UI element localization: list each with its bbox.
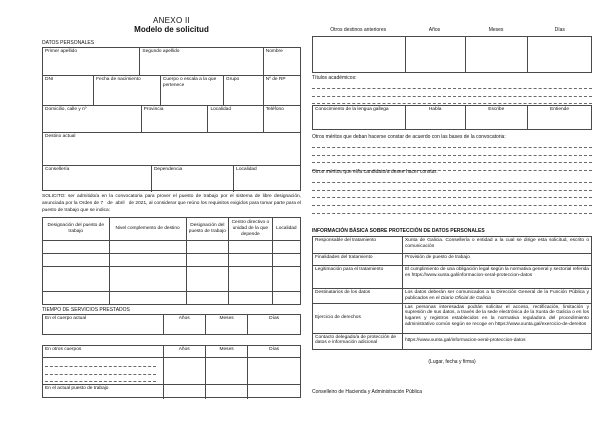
input-cell[interactable] <box>465 37 528 72</box>
input-cell[interactable] <box>228 241 272 253</box>
proteccion-datos-title: INFORMACIÓN BÁSICA SOBRE PROTECCIÓN DE DATOS PERSONALES <box>312 228 485 234</box>
value-text-italic: Diario Oficial de Galicia <box>440 295 491 301</box>
input-cell[interactable] <box>272 254 300 266</box>
write-line[interactable] <box>312 89 592 97</box>
input-cell[interactable] <box>163 358 205 384</box>
field-label: Dependencia <box>153 167 183 172</box>
col-dias[interactable] <box>247 315 300 334</box>
field-primer-apellido[interactable] <box>43 48 139 75</box>
col-header-designacion-puesto: Designación del puesto de trabajo <box>47 223 105 234</box>
field-segundo-apellido[interactable] <box>139 48 262 75</box>
col-header-centro-directivo: Centro directivo o unidad de la que depende <box>228 218 272 240</box>
lengua-gallega-table <box>312 105 592 130</box>
input-cell[interactable] <box>272 241 300 253</box>
input-cell[interactable] <box>186 241 228 253</box>
field-label: Grupo <box>225 77 240 82</box>
input-cell[interactable] <box>43 267 109 291</box>
footer-cargo: Conselleiro de Hacienda y Administración Pública <box>312 389 423 395</box>
field-conselleria[interactable] <box>43 166 151 192</box>
input-cell[interactable] <box>109 267 186 291</box>
proteccion-row-value: Las personas interesadas podrán solicitar el acceso, rectificación, limitación y supresión de sus datos, a través de la sede electrónica de la Xunta de Galicia o en los lugares y registros establecidos en la normativa reguladora del procedimiento administrativo común según se recoge en https://www.xunta.gal/exercicio-de-dereitos <box>402 304 591 333</box>
solicito-paragraph: SOLICITO: ser admitido/a en la convocatoria para prover el puesto de trabajo por el sistema de libre designación, anunciada por la Orden de 7 de abril de 2021, al considerar que reúno los requisitos exigidos para tomar parte para el puesto de trabajo que se indica: <box>42 194 301 213</box>
form-title-block <box>42 16 301 34</box>
proteccion-row-value: Provisión de puesto de trabajo <box>402 254 591 265</box>
datos-personales-table <box>42 47 301 191</box>
col-label: Años <box>178 316 190 321</box>
field-label: En el cuerpo actual <box>45 316 87 321</box>
field-label: Fecha de nacimiento <box>96 77 141 82</box>
field-label: Conocimiento de la lengua gallega <box>315 107 389 112</box>
write-line[interactable] <box>312 191 592 199</box>
field-telefono[interactable] <box>263 106 300 132</box>
col-meses <box>205 346 247 357</box>
input-cell[interactable] <box>228 292 272 304</box>
col-anos <box>163 346 205 357</box>
write-line[interactable] <box>312 140 592 148</box>
input-cell[interactable] <box>186 292 228 304</box>
input-cell[interactable] <box>205 358 247 384</box>
write-line[interactable] <box>312 175 592 183</box>
col-dias-label: Días <box>554 27 565 33</box>
field-dependencia[interactable] <box>151 166 233 192</box>
input-cell[interactable] <box>186 267 228 291</box>
otros-destinos-header <box>312 27 592 33</box>
input-cell[interactable] <box>313 37 405 72</box>
page-title: ANEXO II <box>152 16 191 25</box>
col-label: Días <box>269 347 280 352</box>
field-destino-actual[interactable] <box>43 133 300 165</box>
proteccion-row-value: https://www.xunta.gal/informacion-xeral-proteccion-datos <box>402 334 591 349</box>
field-grupo[interactable] <box>223 76 263 105</box>
write-line[interactable] <box>312 156 592 164</box>
field-domicilio[interactable] <box>43 106 141 132</box>
section-datos-personales-label: DATOS PERSONALES <box>42 40 95 46</box>
input-cell[interactable] <box>109 292 186 304</box>
input-cell[interactable] <box>527 37 591 72</box>
field-localidad[interactable] <box>207 106 262 132</box>
otros-cuerpos-write-area[interactable] <box>43 358 163 384</box>
col-label: Escribe <box>488 107 505 112</box>
write-line[interactable] <box>312 81 592 89</box>
field-label: En el actual puesto de trabajo <box>45 386 109 391</box>
field-label: Localidad <box>210 107 232 112</box>
col-label: Habla <box>428 107 442 112</box>
input-cell[interactable] <box>109 254 186 266</box>
write-line[interactable] <box>45 360 156 367</box>
input-cell[interactable] <box>163 385 205 399</box>
meritos-bases-label: Otros méritos que deban hacerse constar de acuerdo con las bases de la convocatoria: <box>312 134 506 140</box>
page-subtitle: Modelo de solicitud <box>134 25 209 34</box>
proteccion-row-value: Xunta de Galicia. Consellería o entidad a la cual se dirige esta solicitud, escrito o comunicación <box>402 237 591 253</box>
col-dias <box>247 346 300 357</box>
field-localidad-2[interactable] <box>233 166 300 192</box>
field-label: Cuerpo o escala a la que pertenece <box>162 77 217 88</box>
value-text: Los datos deberán ser comunicados a la Dirección General de la Función Pública y publicados en el <box>404 290 589 301</box>
lugar-fecha-firma: (Lugar, fecha y firma) <box>428 359 476 365</box>
proteccion-datos-table <box>312 236 592 350</box>
cuerpo-actual-table <box>42 314 301 335</box>
write-line[interactable] <box>312 148 592 156</box>
meritos-candidato-label: Otros méritos que el/la candidato/a desee hacer constar: <box>312 169 438 175</box>
col-label: Meses <box>219 347 234 352</box>
col-label: Entiende <box>550 107 569 112</box>
input-cell[interactable] <box>228 254 272 266</box>
field-dni[interactable] <box>43 76 93 105</box>
field-label: Nombre <box>265 49 283 54</box>
input-cell[interactable] <box>205 385 247 399</box>
col-anos[interactable] <box>163 315 205 334</box>
input-cell[interactable] <box>109 241 186 253</box>
proteccion-row-label: Responsable del tratamiento <box>315 238 377 243</box>
field-label: Segundo apellido <box>142 49 180 54</box>
proteccion-row-value <box>402 289 591 303</box>
proteccion-row-label: Destinatarios de los datos <box>315 290 371 295</box>
field-num-rp[interactable] <box>263 76 300 105</box>
write-line[interactable] <box>312 97 592 105</box>
field-cuerpo-escala[interactable] <box>160 76 223 105</box>
field-label: En otros cuerpos <box>45 347 82 352</box>
field-cuerpo-actual[interactable] <box>43 315 163 334</box>
proteccion-row-label: Contacto delegado/a de protección de datos e información adicional <box>315 334 397 346</box>
field-nombre[interactable] <box>263 48 300 75</box>
proteccion-row-label: Finalidades del tratamiento <box>315 255 373 260</box>
field-label: DNI <box>45 77 54 82</box>
col-label: Días <box>269 316 280 321</box>
col-meses[interactable] <box>205 315 247 334</box>
section-tiempo-servicios-label: TIEMPO DE SERVICIOS PRESTADOS <box>42 307 130 313</box>
otros-destinos-table <box>312 36 592 73</box>
input-cell[interactable] <box>247 385 300 399</box>
field-provincia[interactable] <box>141 106 208 132</box>
input-cell[interactable] <box>43 254 109 266</box>
otros-destinos-label: Otros destinos anteriores <box>330 27 387 33</box>
col-header-localidad: Localidad <box>272 218 300 240</box>
write-line[interactable] <box>312 183 592 191</box>
col-escribe[interactable] <box>465 106 528 129</box>
field-label: Nº de RP <box>265 77 286 82</box>
col-label: Años <box>178 347 190 352</box>
field-otros-cuerpos <box>43 346 163 357</box>
field-label: Destino actual <box>45 134 76 139</box>
input-cell[interactable] <box>228 267 272 291</box>
otros-cuerpos-table <box>42 345 301 398</box>
input-cell[interactable] <box>43 292 109 304</box>
input-cell[interactable] <box>247 358 300 384</box>
field-label: Domicilio, calle y nº <box>45 107 87 112</box>
field-lengua-gallega <box>313 106 405 129</box>
write-line[interactable] <box>45 367 156 374</box>
col-anos-label: Años <box>428 27 441 33</box>
input-cell[interactable] <box>272 292 300 304</box>
col-habla[interactable] <box>405 106 465 129</box>
write-line[interactable] <box>312 198 592 206</box>
input-cell[interactable] <box>186 254 228 266</box>
field-actual-puesto[interactable] <box>43 385 163 399</box>
titulos-write-area[interactable] <box>312 81 592 104</box>
titulos-academicos-label: Títulos académicos: <box>312 75 357 81</box>
write-line[interactable] <box>45 375 156 382</box>
proteccion-row-label: Legitimación para el tratamiento <box>315 267 384 272</box>
col-label: Meses <box>219 316 234 321</box>
write-line[interactable] <box>312 206 592 214</box>
input-cell[interactable] <box>272 267 300 291</box>
proteccion-row-label: Ejercicio de derechos <box>315 315 361 321</box>
input-cell[interactable] <box>405 37 465 72</box>
col-header-designacion-puesto-2: Designación del puesto de trabajo <box>186 218 228 240</box>
col-meses-label: Meses <box>488 27 504 33</box>
field-label: Primer apellido <box>45 49 77 54</box>
col-header-nivel-complemento: Nivel complemento de destino <box>109 218 186 240</box>
col-entiende[interactable] <box>527 106 591 129</box>
meritos-candidato-write-area[interactable] <box>312 175 592 214</box>
field-label: Teléfono <box>265 107 284 112</box>
meritos-bases-write-area[interactable] <box>312 140 592 171</box>
field-label: Consellería <box>45 167 70 172</box>
field-label: Provincia <box>143 107 164 112</box>
input-cell[interactable] <box>43 241 109 253</box>
field-label: Localidad <box>236 167 257 172</box>
puesto-table <box>42 217 301 305</box>
proteccion-row-value: El cumplimiento de una obligación legal según la normativa general y sectorial referida en https://www.xunta.gal/informacion-xeral-proteccion-datos <box>402 266 591 288</box>
field-fecha-nacimiento[interactable] <box>93 76 160 105</box>
